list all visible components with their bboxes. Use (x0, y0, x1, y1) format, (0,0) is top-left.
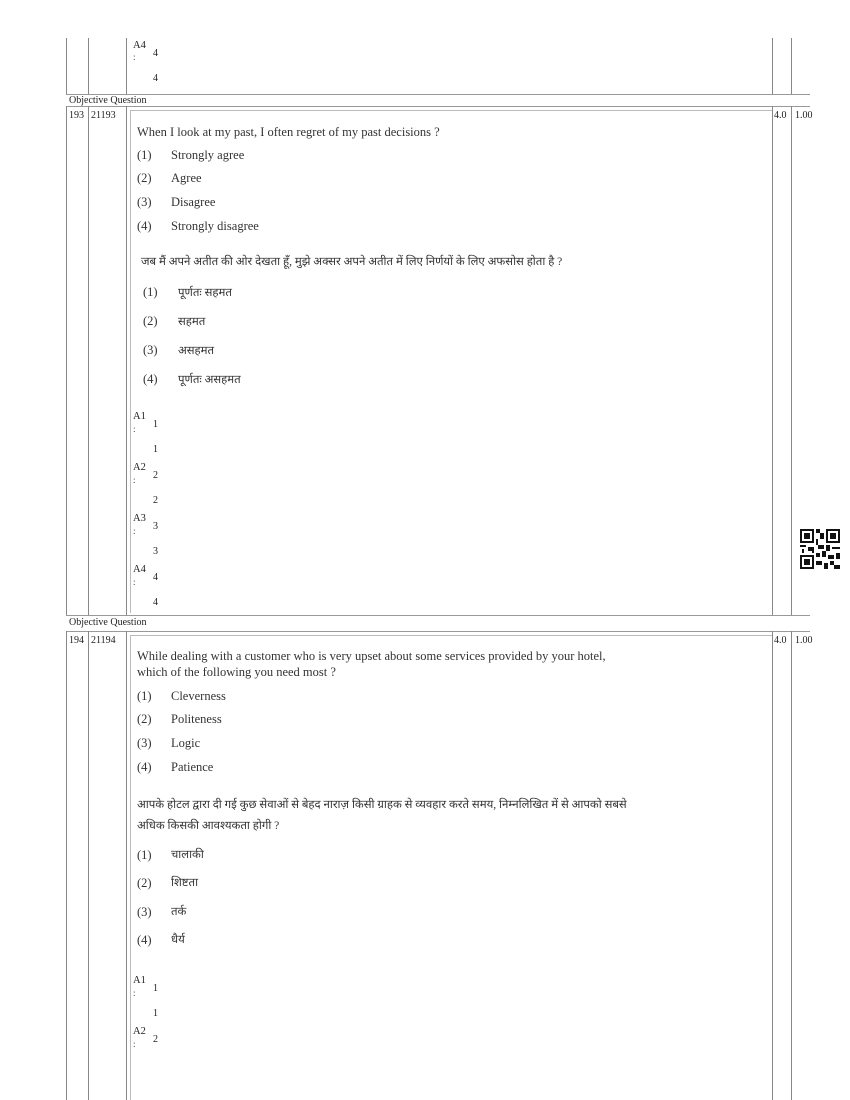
option-text: Politeness (171, 712, 222, 726)
option-text: धैर्य (171, 934, 185, 946)
answer-colon: : (133, 1039, 136, 1049)
answer-label: A3 (133, 513, 146, 524)
option-number: (1) (137, 689, 152, 703)
option-text: Agree (171, 171, 202, 185)
answer-sub-value: 4 (153, 73, 158, 84)
negative-marks: 1.00 (795, 635, 813, 646)
option-number: (3) (143, 343, 158, 357)
answer-colon: : (133, 52, 136, 62)
question-marks: 4.0 (774, 635, 787, 646)
option-number: (2) (137, 712, 152, 726)
answer-label: A4 (133, 564, 146, 575)
answer-value: 2 (153, 470, 158, 481)
option-text: पूर्णतः असहमत (178, 374, 241, 386)
option-text: तर्क (171, 906, 187, 918)
option-number: (4) (137, 933, 152, 947)
section-label: Objective Question (69, 95, 147, 106)
option-text: Patience (171, 760, 214, 774)
option-number: (2) (137, 171, 152, 185)
answer-label: A2 (133, 462, 146, 473)
answer-value: 1 (153, 419, 158, 430)
option-number: (1) (137, 848, 152, 862)
answer-value: 2 (153, 1034, 158, 1045)
option-text: Cleverness (171, 689, 226, 703)
option-text: Strongly agree (171, 148, 245, 162)
answer-sub-value: 1 (153, 444, 158, 455)
option-number: (2) (137, 876, 152, 890)
option-number: (1) (143, 285, 158, 299)
answer-colon: : (133, 988, 136, 998)
question-id: 21194 (91, 635, 116, 646)
option-text: Logic (171, 736, 201, 750)
option-text: Strongly disagree (171, 219, 259, 233)
answer-value: 1 (153, 983, 158, 994)
question-text-hi: जब मैं अपने अतीत की ओर देखता हूँ, मुझे अक्सर अपने अतीत में लिए निर्णयों के लिए अफसोस होता है ? (141, 256, 563, 268)
answer-label: A4 (133, 40, 146, 51)
question-number: 194 (69, 635, 84, 646)
option-number: (2) (143, 314, 158, 328)
option-number: (4) (143, 372, 158, 386)
option-number: (4) (137, 760, 152, 774)
answer-label: A1 (133, 975, 146, 986)
answer-value: 3 (153, 521, 158, 532)
option-text: सहमत (178, 316, 206, 328)
question-text-en: which of the following you need most ? (137, 665, 336, 679)
section-label: Objective Question (69, 617, 147, 628)
option-text: चालाकी (171, 849, 204, 861)
answer-colon: : (133, 577, 136, 587)
question-text-hi: अधिक किसकी आवश्यकता होगी ? (137, 820, 280, 832)
answer-colon: : (133, 526, 136, 536)
question-text-en: When I look at my past, I often regret of my past decisions ? (137, 125, 440, 139)
negative-marks: 1.00 (795, 110, 813, 121)
question-marks: 4.0 (774, 110, 787, 121)
option-text: असहमत (178, 345, 215, 357)
answer-value: 4 (153, 48, 158, 59)
option-text: पूर्णतः सहमत (178, 287, 232, 299)
answer-colon: : (133, 424, 136, 434)
option-number: (3) (137, 905, 152, 919)
answer-label: A1 (133, 411, 146, 422)
option-number: (4) (137, 219, 152, 233)
question-text-hi: आपके होटल द्वारा दी गई कुछ सेवाओं से बेहद नाराज़ किसी ग्राहक से व्यवहार करते समय, निम्नलिखित में से आपको सबसे (137, 799, 627, 811)
answer-sub-value: 2 (153, 495, 158, 506)
answer-label: A2 (133, 1026, 146, 1037)
answer-colon: : (133, 475, 136, 485)
answer-sub-value: 3 (153, 546, 158, 557)
question-number: 193 (69, 110, 84, 121)
option-text: Disagree (171, 195, 216, 209)
answer-sub-value: 1 (153, 1008, 158, 1019)
option-number: (3) (137, 736, 152, 750)
option-text: शिष्टता (171, 877, 199, 889)
answer-value: 4 (153, 572, 158, 583)
qr-code-icon (800, 529, 840, 569)
question-id: 21193 (91, 110, 116, 121)
answer-sub-value: 4 (153, 597, 158, 608)
option-number: (3) (137, 195, 152, 209)
option-number: (1) (137, 148, 152, 162)
question-text-en: While dealing with a customer who is very upset about some services provided by your hotel, (137, 649, 606, 663)
